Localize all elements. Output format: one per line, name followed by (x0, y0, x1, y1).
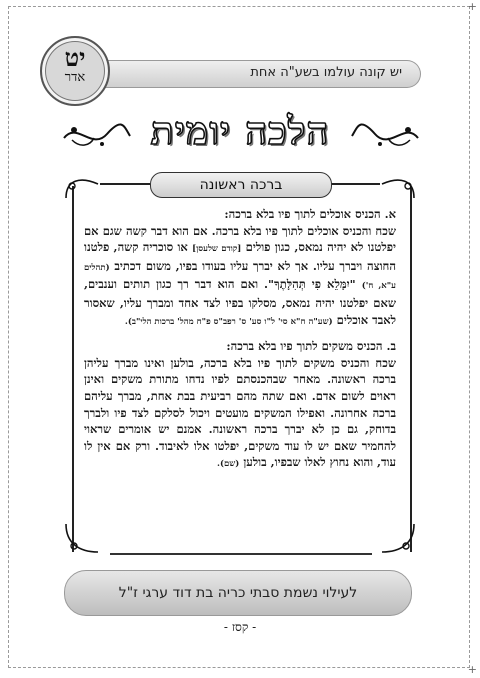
section-title-tab (150, 172, 332, 198)
halacha-text (84, 206, 396, 481)
paragraph-body: "יִמָּלֵא פִי תְּהִלָּתֶךָ". ואם הוא דבר רך כגון תותים וענבים, שאם יפלטנו יהיה נמאס, מסלקו בפיו לצד אחד ומברך עליו, שאסור לאבד אוכלים (84, 277, 396, 327)
page-title: הלכה יומית (150, 108, 330, 153)
memorial-text: לעילוי נשמת סבתי כריה בת דוד ערגי ז"ל (118, 585, 358, 601)
reference: (תהלים ע"א, ח') (84, 262, 396, 292)
title-flourish-right-icon (350, 116, 420, 156)
reference: (שם). (217, 459, 240, 470)
ornament-bottom-right-icon (378, 520, 418, 560)
paragraph-heading: א. הכניס אוכלים לתוך פיו בלא ברכה: (224, 207, 396, 221)
top-banner (60, 60, 421, 88)
date-month: אדר (64, 70, 86, 85)
reference: [קודם שלעסן] (192, 244, 242, 255)
crop-mark-bottom: + (467, 663, 477, 676)
paragraph-body: שכח והכניס משקים לתוך פיו בלא ברכה, בולען ואינו מברך עליהן ברכה ראשונה. מאחר שבהכנסתם לפיו נדחו מתורת משקים ואינן ראוים לשום אדם. ואם שתה מהם רביעית בבת אחת, מברך עליהם ברכה אחרונה. ואפילו המשקים מועטים ויכול לסלקם לצד פיו ולברך בדוחק, גם כן לא יברך ברכה ראשונה. אמנם יש אומרים שראוי להחמיר שאם יש לו עוד משקים, יפלטו אלו לאיבוד. ורק אם אין לו עוד, והוא נחוץ לאלו שבפיו, בולען (84, 355, 396, 470)
paragraph-body: או סוכריה קשה, פלטנו החוצה ויברך עליו. אך לא יברך עליו בעודו בפיו, משום דכתיב (84, 240, 396, 273)
date-badge (40, 36, 110, 106)
divider (100, 183, 150, 185)
tagline: יש קונה עולמו בשע"ה אחת (250, 65, 402, 80)
paragraph (84, 206, 396, 330)
paragraph (84, 338, 396, 473)
page-number: - קסז - (223, 620, 257, 634)
memorial-banner (64, 570, 412, 616)
ornament-top-left-icon (62, 172, 102, 202)
reference: (שע"ה ח"א סי' ל"ו סע' ס' רפב"ס פ"ח מהל' ברכות הלי"ב). (124, 316, 333, 327)
crop-mark-top: + (467, 0, 477, 13)
ornament-top-right-icon (378, 172, 418, 202)
date-day: יט (64, 43, 86, 72)
section-title: ברכה ראשונה (199, 177, 283, 193)
paragraph-body: שכח והכניס אוכלים לתוך פיו בלא ברכה. אם הוא דבר קשה שגם אם יפלטנו לא יהיה נמאס, כגון פולים (84, 223, 396, 255)
divider (330, 183, 380, 185)
bottom-divider (110, 553, 372, 555)
ornament-bottom-left-icon (62, 520, 102, 560)
title-flourish-left-icon (62, 116, 132, 156)
paragraph-heading: ב. הכניס משקים לתוך פיו בלא ברכה: (226, 339, 396, 354)
